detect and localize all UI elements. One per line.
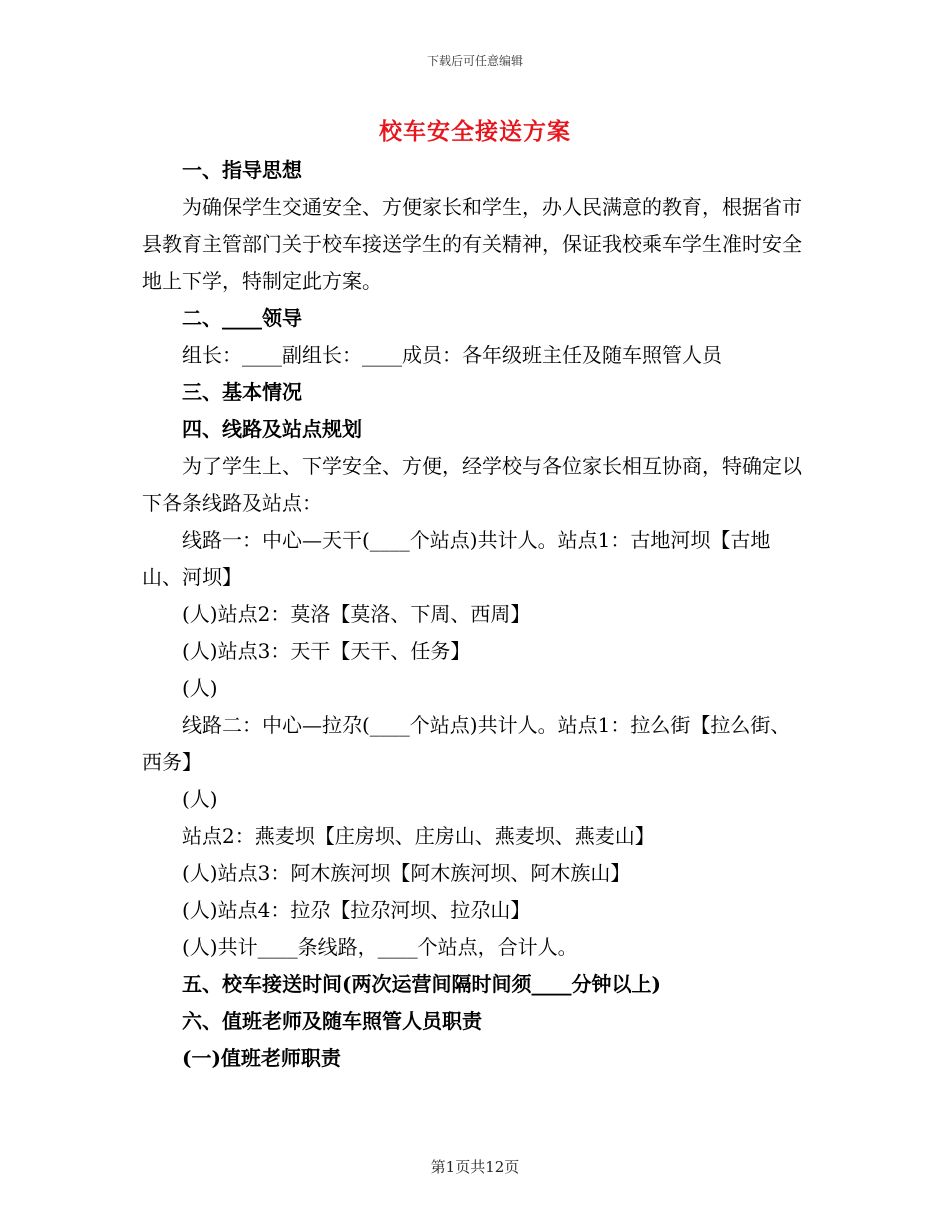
section-heading: 三、基本情况 — [182, 380, 302, 404]
paragraph: 为了学生上、下学安全、方便，经学校与各位家长相互协商，特确定以下各条线路及站点： — [142, 454, 802, 515]
paragraph: (人)共计____条线路，____个站点，合计人。 — [182, 935, 578, 959]
section-heading: 四、线路及站点规划 — [182, 417, 362, 441]
section-heading: 六、值班老师及随车照管人员职责 — [182, 1009, 482, 1033]
paragraph: (人)站点2：莫洛【莫洛、下周、西周】 — [182, 602, 531, 626]
page-header: 下载后可任意编辑 — [426, 54, 523, 68]
document-body — [142, 152, 810, 1077]
paragraph: 线路一：中心—天干(____个站点)共计人。站点1：古地河坝【古地山、河坝】 — [142, 528, 771, 589]
section-heading: 二、____领导 — [182, 306, 302, 330]
paragraph: (人)站点4：拉尕【拉尕河坝、拉尕山】 — [182, 898, 531, 922]
document-title: 校车安全接送方案 — [379, 118, 571, 145]
paragraph: (人) — [182, 787, 218, 811]
page-footer: 第1页共12页 — [430, 1158, 520, 1176]
paragraph: (人) — [182, 676, 218, 700]
section-heading: 五、校车接送时间(两次运营间隔时间须____分钟以上) — [182, 972, 661, 996]
section-heading: (一)值班老师职责 — [182, 1046, 341, 1070]
paragraph: 为确保学生交通安全、方便家长和学生，办人民满意的教育，根据省市县教育主管部门关于校车接送学生的有关精神，保证我校乘车学生准时安全地上下学，特制定此方案。 — [142, 195, 802, 293]
paragraph: 组长：____副组长：____成员：各年级班主任及随车照管人员 — [182, 343, 722, 367]
paragraph: (人)站点3：天干【天干、任务】 — [182, 639, 471, 663]
paragraph: 线路二：中心—拉尕(____个站点)共计人。站点1：拉么街【拉么街、西务】 — [142, 713, 791, 774]
paragraph: (人)站点3：阿木族河坝【阿木族河坝、阿木族山】 — [182, 861, 631, 885]
paragraph: 站点2：燕麦坝【庄房坝、庄房山、燕麦坝、燕麦山】 — [182, 824, 655, 848]
section-heading: 一、指导思想 — [182, 158, 302, 182]
